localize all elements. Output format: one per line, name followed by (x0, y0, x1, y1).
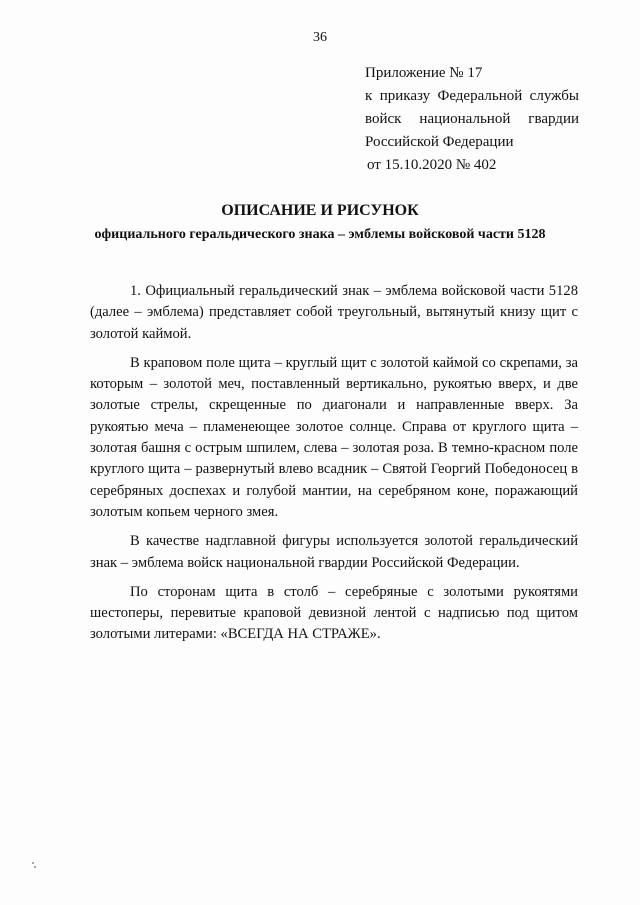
paragraph-2: В краповом поле щита – круглый щит с золотой каймой со скрепами, за которым – золотой меч, поставленный вертикально, рукоятью вверх, и две золотые стрелы, скрещенные по диагонали и направленные вверх. За рукоятью меча – пламенеющее золотое солнце. Справа от круглого щита – золотая башня с острым шпилем, слева – золотая роза. В темно-красном поле круглого щита – развернутый влево всадник – Святой Георгий Победоносец в серебряных доспехах и голубой мантии, на серебряном коне, поражающий золотым копьем черного змея. (90, 354, 578, 520)
document-title (60, 200, 580, 246)
paragraph-3: В качестве надглавной фигуры используется золотой геральдический знак – эмблема войск национальной гвардии Российской Федерации. (90, 533, 578, 571)
appendix-service-name: войск национальной гвардии (365, 111, 579, 127)
document-body (90, 281, 578, 646)
scan-speck (32, 862, 34, 864)
appendix-order-date: от 15.10.2020 № 402 (367, 157, 497, 173)
page-number: 36 (313, 30, 327, 45)
scan-speck (34, 866, 36, 868)
paragraph-4: По сторонам щита в столб – серебряные с золотыми рукоятями шестоперы, перевитые краповой девизной лентой с надписью под щитом золотыми литерами: «ВСЕГДА НА СТРАЖЕ». (90, 583, 578, 643)
title-main: ОПИСАНИЕ И РИСУНОК (221, 202, 419, 219)
appendix-order-ref: к приказу Федеральной службы (365, 88, 579, 104)
appendix-country: Российской Федерации (365, 134, 514, 150)
appendix-number: Приложение № 17 (365, 65, 483, 81)
paragraph-1: 1. Официальный геральдический знак – эмблема войсковой части 5128 (далее – эмблема) представляет собой треугольный, вытянутый книзу щит с золотой каймой. (90, 283, 578, 342)
title-subtitle: официального геральдического знака – эмблемы войсковой части 5128 (94, 227, 546, 242)
appendix-header (365, 62, 579, 177)
